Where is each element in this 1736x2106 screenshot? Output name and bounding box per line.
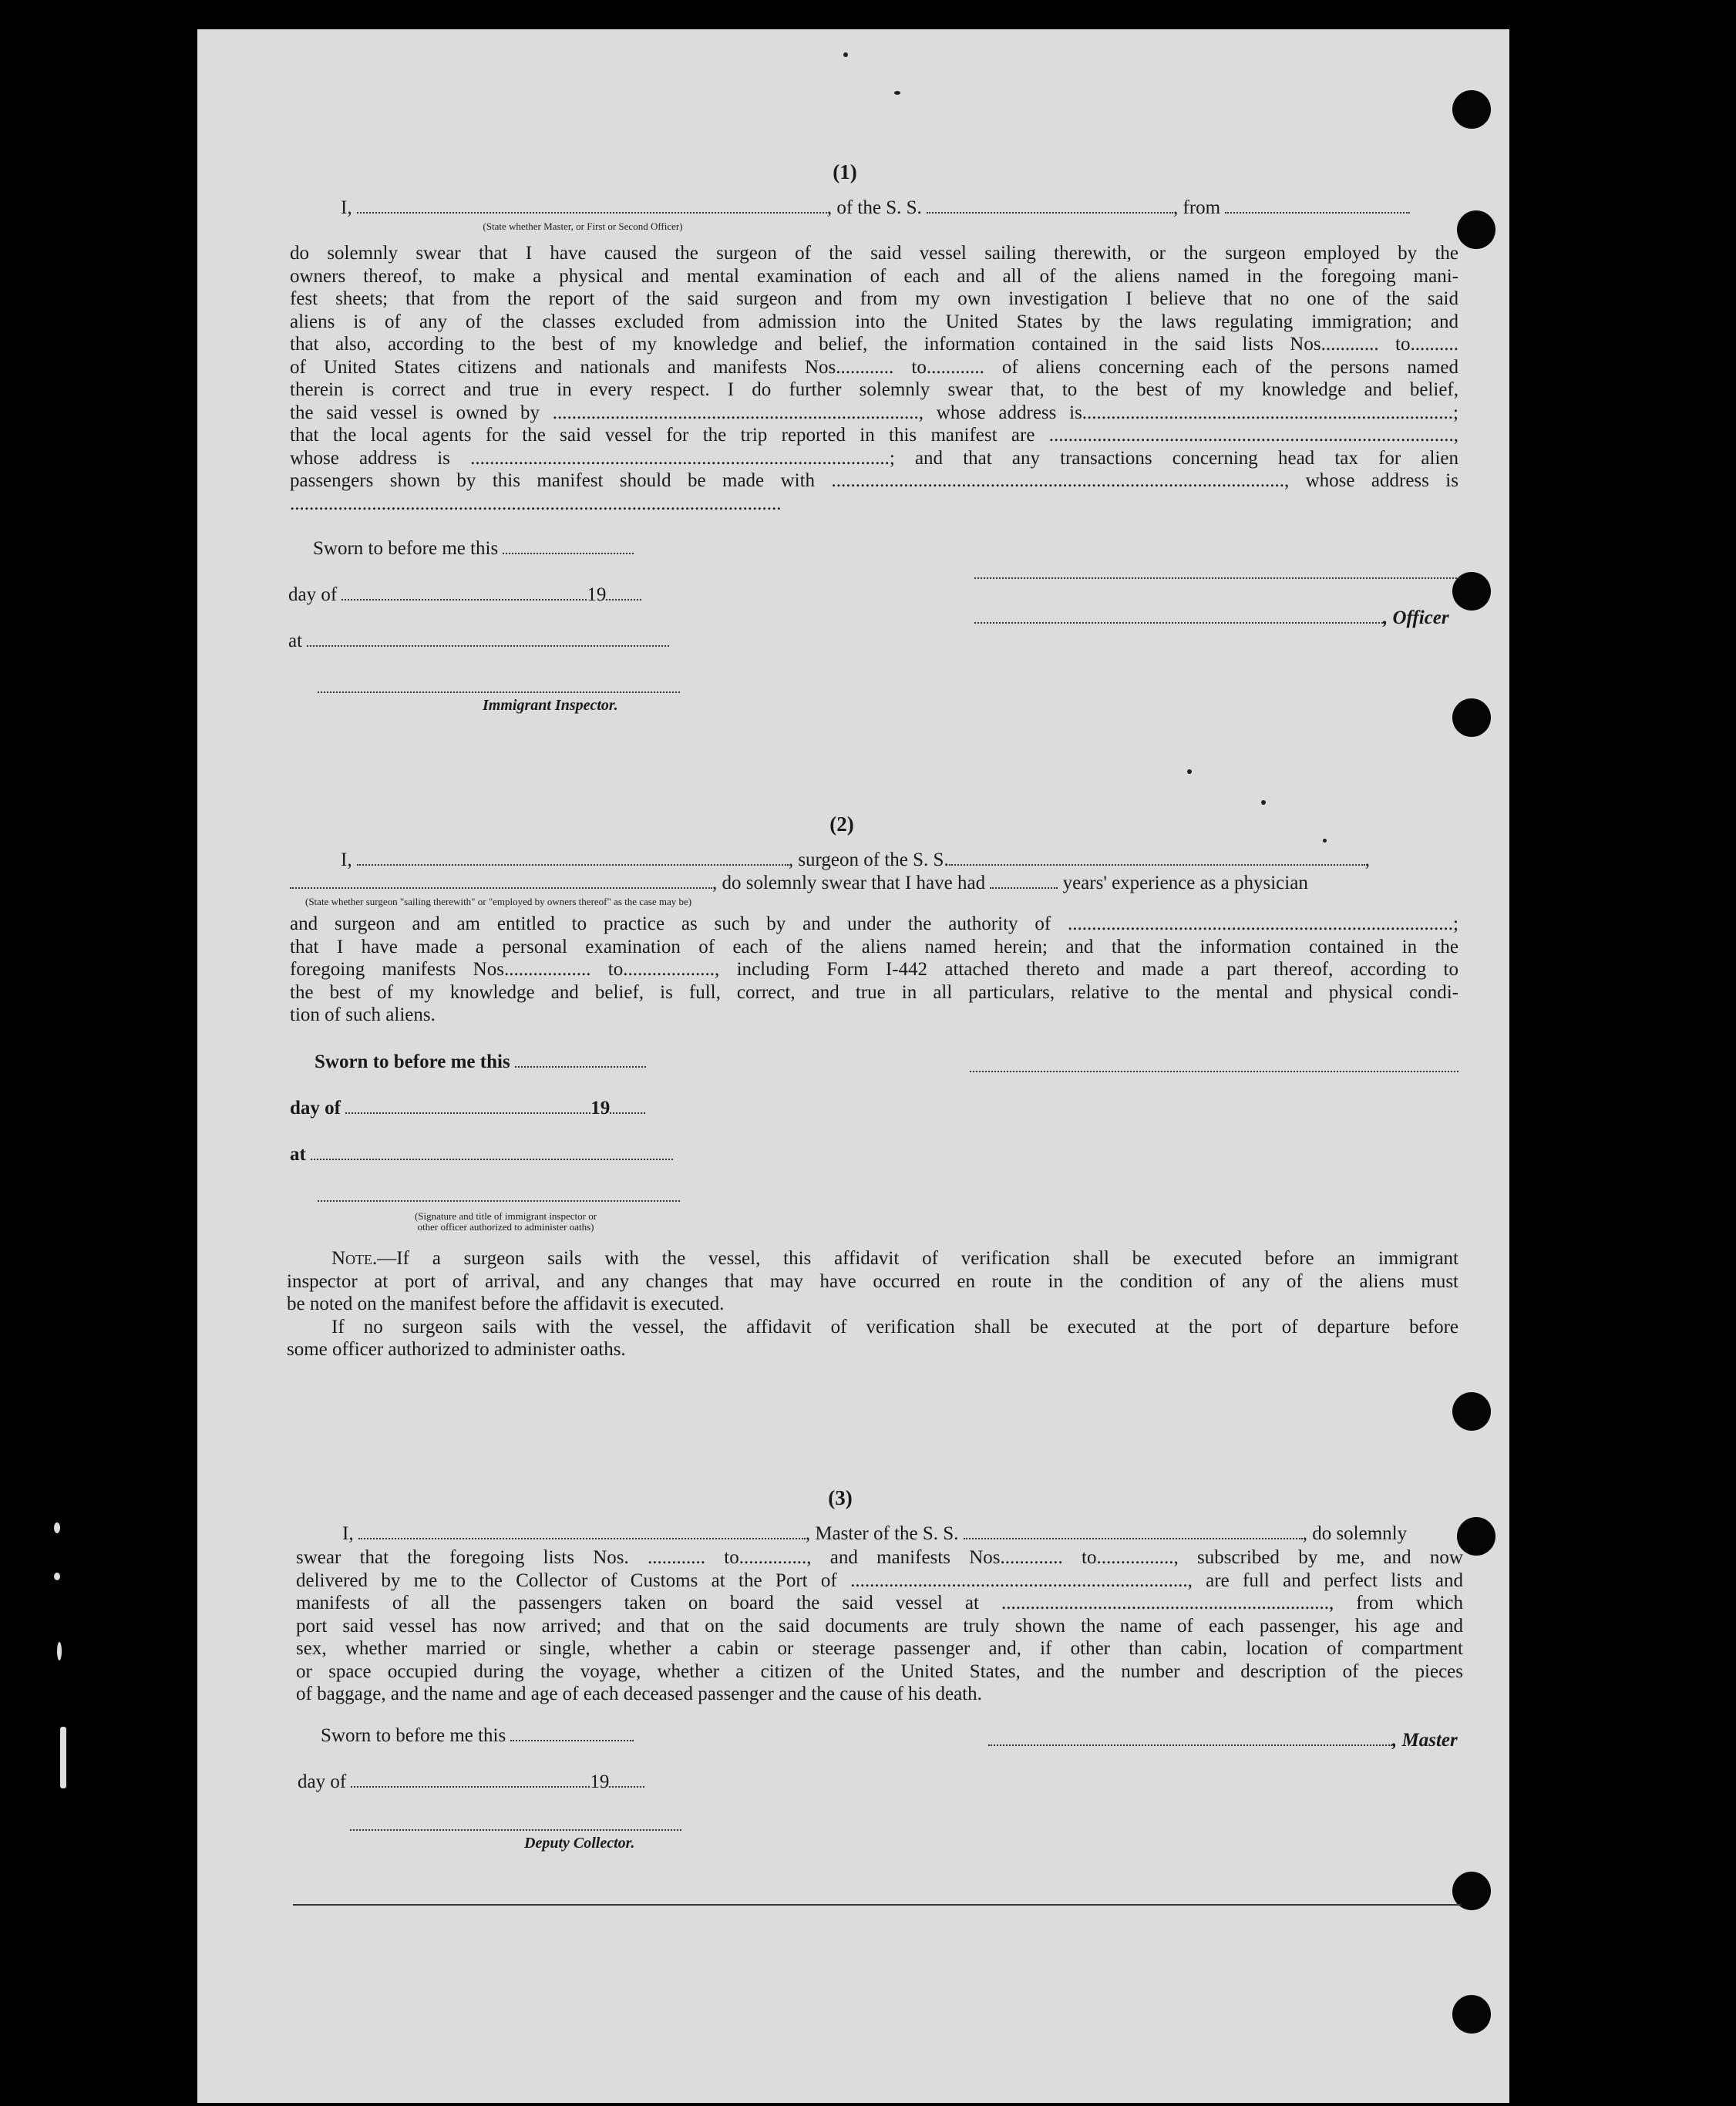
intro-prefix: I, [342, 1523, 354, 1544]
text-line: be noted on the manifest before the affidavit is executed. [287, 1294, 725, 1314]
form-page [197, 29, 1509, 2103]
text-line: aliens is of any of the classes excluded from admission into the United States by the laws regulating immigration; and [290, 311, 1458, 332]
master-signature-field[interactable] [988, 1731, 1392, 1746]
sworn-date-field[interactable] [503, 539, 634, 554]
line2-end: years' experience as a physician [1062, 873, 1308, 893]
day-row [290, 1098, 645, 1119]
year-field[interactable] [610, 1098, 645, 1114]
text-line: owners thereof, to make a physical and mental examination of each and all of the aliens named in the foregoing mani- [290, 265, 1458, 287]
section-1-intro [341, 197, 1410, 219]
surgeon-status-field[interactable] [290, 873, 712, 889]
speck [894, 91, 900, 95]
text-line: port said vessel has now arrived; and that on the said documents are truly shown the name of each passenger, his age and [296, 1615, 1463, 1637]
surgeon-signature-field[interactable] [970, 1057, 1458, 1072]
section-3-number: (3) [828, 1486, 853, 1509]
text-line: delivered by me to the Collector of Customs at the Port of ......................................................................, are full and perfect lists and [296, 1569, 1463, 1591]
sig-caption-2: other officer authorized to administer oaths) [417, 1221, 594, 1233]
text-line: sex, whether married or single, whether a cabin or steerage passenger and, if other than cabin, location of compartment [296, 1638, 1463, 1659]
officer-label: , Officer [1383, 607, 1449, 628]
intro-surgeon: , surgeon of the S. S. [788, 849, 949, 870]
speck [843, 52, 848, 57]
at-label: at [288, 631, 303, 651]
text-line: do solemnly swear that I have caused the surgeon of the said vessel sailing therewith, or the surgeon employed by the [290, 243, 1458, 264]
intro-end: , do solemnly [1302, 1523, 1408, 1544]
note-text: —If a surgeon sails with the vessel, this affidavit of verification shall be executed before an immigrant [377, 1248, 1458, 1269]
master-name-field[interactable] [358, 1524, 806, 1539]
years-field[interactable] [990, 873, 1058, 889]
inspector-signature-field[interactable] [318, 1186, 680, 1202]
officer-sig-line-1 [974, 563, 1460, 584]
inspector-sig-row [318, 677, 680, 698]
sworn-date-field[interactable] [515, 1052, 646, 1068]
speck [1323, 839, 1327, 843]
from-port-field[interactable] [1225, 198, 1410, 214]
section-3-paragraph [296, 1546, 1463, 1706]
sworn-row [315, 1051, 646, 1073]
at-row [288, 631, 669, 652]
vessel-field[interactable] [964, 1524, 1303, 1539]
section-3-intro [342, 1523, 1407, 1545]
text-line: and surgeon and am entitled to practice as such by and under the authority of ................................................................................; [290, 913, 1458, 934]
text-line: foregoing manifests Nos.................. to..................., including Form I-442 attached thereto and made a part thereof, according to [290, 959, 1458, 980]
sworn-label: Sworn to before me this [321, 1725, 506, 1746]
officer-sig-line-2 [974, 607, 1449, 629]
sworn-label: Sworn to before me this [315, 1051, 510, 1072]
section-1-number: (1) [833, 160, 857, 183]
section-2-paragraph [290, 913, 1458, 1027]
punch-hole [1457, 210, 1495, 249]
surgeon-name-field[interactable] [357, 850, 789, 866]
text-line: the best of my knowledge and belief, is full, correct, and true in all particulars, relative to the mental and physical condi- [290, 981, 1458, 1003]
section-2-number: (2) [829, 812, 854, 836]
officer-signature-field[interactable] [974, 564, 1460, 579]
day-field[interactable] [351, 1772, 590, 1788]
margin-mark [57, 1642, 62, 1660]
at-row [290, 1144, 673, 1166]
margin-mark [54, 1522, 60, 1533]
officer-name-field[interactable] [974, 608, 1383, 624]
speck [1261, 800, 1266, 805]
note-paragraph [287, 1247, 1458, 1361]
intro-caption: (State whether Master, or First or Second Officer) [483, 220, 683, 232]
intro-from: , from [1173, 197, 1221, 218]
day-of-label: day of [290, 1098, 341, 1119]
surgeon-signature-row [970, 1056, 1458, 1078]
day-of-label: day of [298, 1771, 347, 1792]
day-row [288, 584, 641, 606]
day-field[interactable] [345, 1098, 590, 1114]
collector-signature-field[interactable] [350, 1815, 681, 1831]
section-2-line-2 [290, 873, 1308, 894]
text-line: passengers shown by this manifest should be made with .............................................................................................., whose address is [290, 470, 1458, 491]
text-line: or space occupied during the voyage, whether a citizen of the United States, and the number and description of the pieces [296, 1660, 1463, 1682]
note-label: Note. [331, 1248, 378, 1269]
day-field[interactable] [341, 585, 587, 601]
day-of-label: day of [288, 584, 338, 605]
line2-mid: , do solemnly swear that I have had [712, 873, 986, 893]
sworn-label: Sworn to before me this [313, 538, 499, 559]
text-line: fest sheets; that from the report of the said surgeon and from my own investigation I believe that no one of the said [290, 288, 1458, 309]
punch-hole [1452, 1392, 1491, 1431]
year-field[interactable] [609, 1772, 644, 1788]
intro-mid: , of the S. S. [826, 197, 922, 218]
text-line [287, 1247, 1458, 1270]
inspector-sig-row [318, 1186, 680, 1207]
sworn-date-field[interactable] [510, 1726, 634, 1741]
intro-prefix: I, [341, 197, 352, 218]
inspector-title: Immigrant Inspector. [483, 697, 618, 714]
section-2-intro: I, , surgeon of the S. S. , [341, 849, 1370, 870]
sig-caption-1: (Signature and title of immigrant inspector or [414, 1210, 597, 1222]
year-label: 19 [587, 584, 607, 605]
punch-hole [1452, 1995, 1491, 2034]
text-line: that the local agents for the said vessel for the trip reported in this manifest are ...................................................................................., [290, 425, 1458, 446]
bleed-through-text [352, 137, 362, 156]
text-line: that I have made a personal examination of each of the aliens named herein; and that the information contained in the [290, 936, 1458, 957]
text-line: swear that the foregoing lists Nos. ............ to.............., and manifests Nos............. to................, subscribed by me, and now [296, 1547, 1463, 1568]
at-label: at [290, 1144, 306, 1165]
text-line: manifests of all the passengers taken on board the said vessel at ...................................................................., from which [296, 1593, 1463, 1613]
margin-mark [54, 1573, 60, 1580]
sworn-row [313, 538, 634, 560]
section-1-paragraph [290, 242, 1458, 515]
vessel-field[interactable] [949, 850, 1365, 866]
text-line: some officer authorized to administer oaths. [287, 1339, 626, 1360]
vessel-field[interactable] [927, 198, 1173, 214]
name-field[interactable] [357, 198, 827, 214]
at-field[interactable] [311, 1145, 673, 1160]
inspector-signature-field[interactable] [318, 678, 680, 693]
text-line: ...................................................................................................... [290, 493, 782, 514]
surgeon-caption: (State whether surgeon "sailing therewith" or "employed by owners thereof" as the case may be) [305, 896, 692, 907]
at-field[interactable] [307, 631, 669, 647]
year-label: 19 [590, 1098, 611, 1119]
text-line: of United States citizens and nationals and manifests Nos............ to............ of aliens concerning each of the persons named [290, 356, 1458, 378]
text-line: the said vessel is owned by ............................................................................, whose address is.............................................................................; [290, 402, 1458, 423]
collector-sig-row [350, 1815, 681, 1836]
margin-mark [60, 1727, 66, 1788]
text-line: therein is correct and true in every respect. I do further solemnly swear that, to the best of my knowledge and belief, [290, 379, 1458, 400]
year-label: 19 [590, 1771, 610, 1792]
punch-hole [1452, 90, 1491, 129]
sworn-row [321, 1725, 634, 1747]
punch-hole [1452, 698, 1491, 737]
bottom-rule [293, 1904, 1462, 1906]
master-sig-row [988, 1730, 1458, 1751]
text-line: tion of such aliens. [290, 1004, 436, 1025]
text-line: that also, according to the best of my knowledge and belief, the information contained in the said lists Nos............ to.......... [290, 334, 1458, 355]
text-line: inspector at port of arrival, and any changes that may have occurred en route in the condition of any of the aliens must [287, 1270, 1458, 1292]
master-label: , Master [1392, 1730, 1458, 1751]
text-line: of baggage, and the name and age of each deceased passenger and the cause of his death. [296, 1684, 982, 1704]
speck [1187, 769, 1192, 774]
text-line: whose address is .......................................................................................; and that any transactions concerning head tax for alien [290, 447, 1458, 469]
text-line: If no surgeon sails with the vessel, the affidavit of verification shall be executed at the port of departure before [331, 1316, 1458, 1337]
intro-prefix: I, [341, 849, 352, 870]
collector-title: Deputy Collector. [524, 1835, 635, 1852]
year-field[interactable] [606, 585, 641, 601]
day-row [298, 1771, 644, 1793]
intro-master: , Master of the S. S. [805, 1523, 959, 1544]
